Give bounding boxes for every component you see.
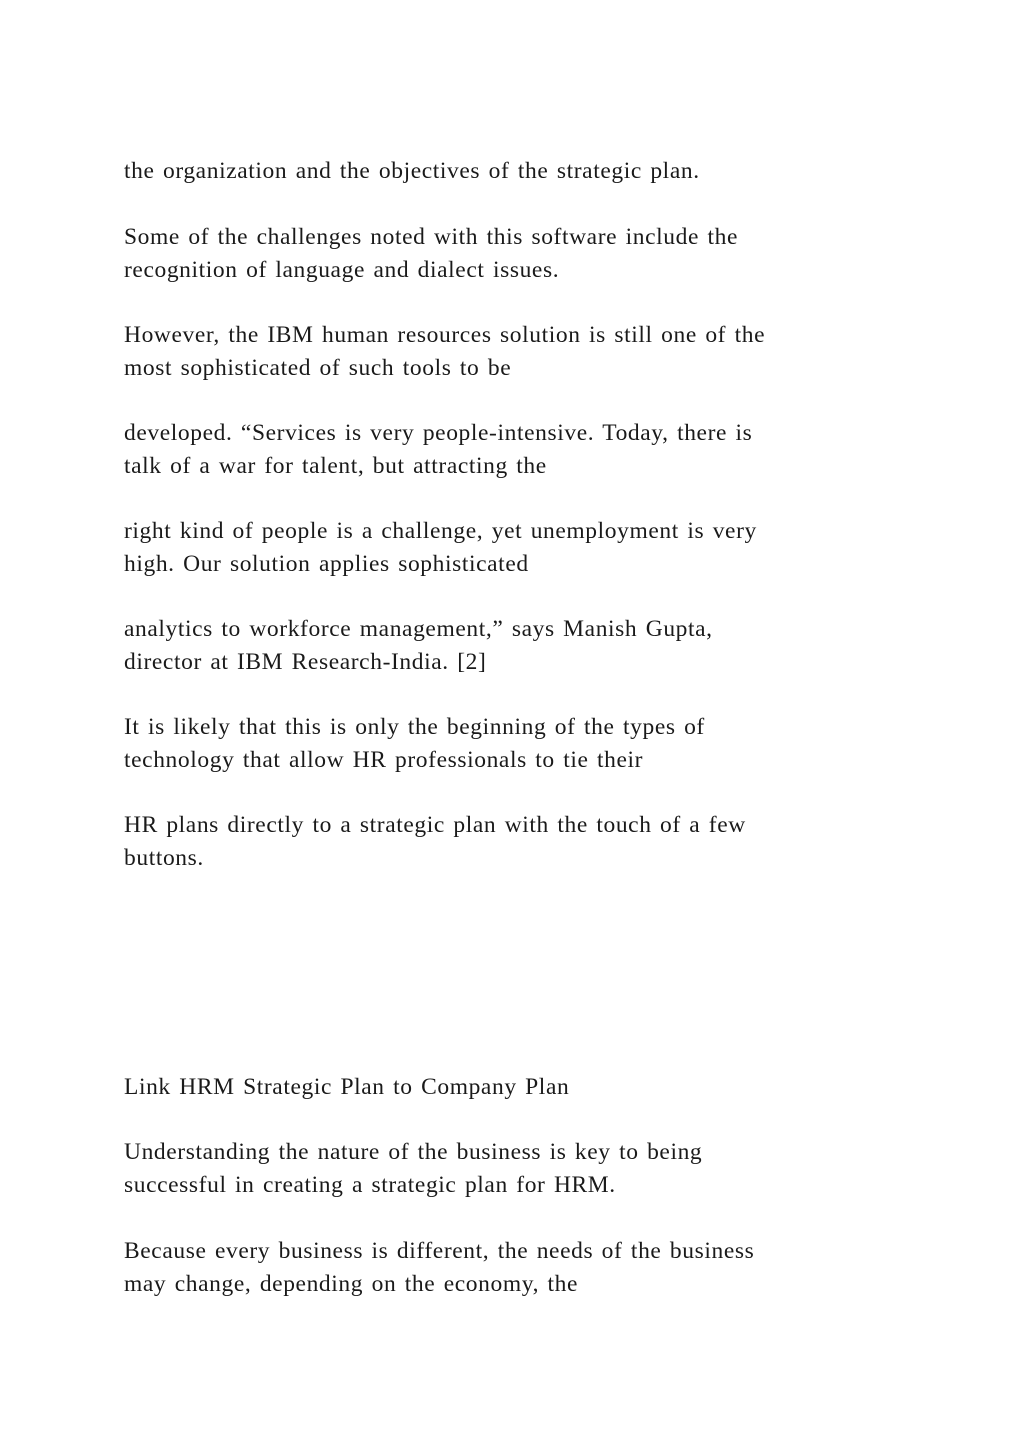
text-line: the organization and the objectives of the strategic plan. [124, 158, 700, 184]
paragraph [124, 809, 904, 874]
text-line: analytics to workforce management,” says Manish Gupta, [124, 616, 713, 642]
text-line: most sophisticated of such tools to be [124, 354, 512, 381]
text-line: Understanding the nature of the business is key to being [124, 1139, 703, 1165]
paragraph [124, 155, 904, 188]
text-line: buttons. [124, 844, 204, 871]
text-line: Because every business is different, the needs of the business [124, 1238, 755, 1264]
paragraph [124, 515, 904, 580]
section-heading [124, 1071, 904, 1104]
text-line: It is likely that this is only the beginning of the types of [124, 714, 705, 740]
text-line: successful in creating a strategic plan for HRM. [124, 1171, 616, 1198]
paragraph [124, 417, 904, 482]
text-line: However, the IBM human resources solution is still one of the [124, 322, 766, 348]
text-line: developed. “Services is very people-intensive. Today, there is [124, 420, 753, 446]
text-line: HR plans directly to a strategic plan with the touch of a few [124, 812, 746, 838]
paragraph [124, 711, 904, 776]
text-line: may change, depending on the economy, the [124, 1270, 579, 1297]
text-line: recognition of language and dialect issues. [124, 256, 560, 283]
paragraph [124, 1136, 904, 1201]
paragraph [124, 319, 904, 384]
text-line: Some of the challenges noted with this software include the [124, 224, 738, 250]
text-line: Link HRM Strategic Plan to Company Plan [124, 1074, 570, 1100]
text-line: high. Our solution applies sophisticated [124, 550, 529, 577]
paragraph [124, 221, 904, 286]
paragraph [124, 1235, 904, 1300]
text-line: right kind of people is a challenge, yet unemployment is very [124, 518, 757, 544]
text-line: director at IBM Research-India. [2] [124, 648, 487, 675]
paragraph [124, 613, 904, 678]
text-line: talk of a war for talent, but attracting the [124, 452, 547, 479]
text-line: technology that allow HR professionals to tie their [124, 746, 644, 773]
